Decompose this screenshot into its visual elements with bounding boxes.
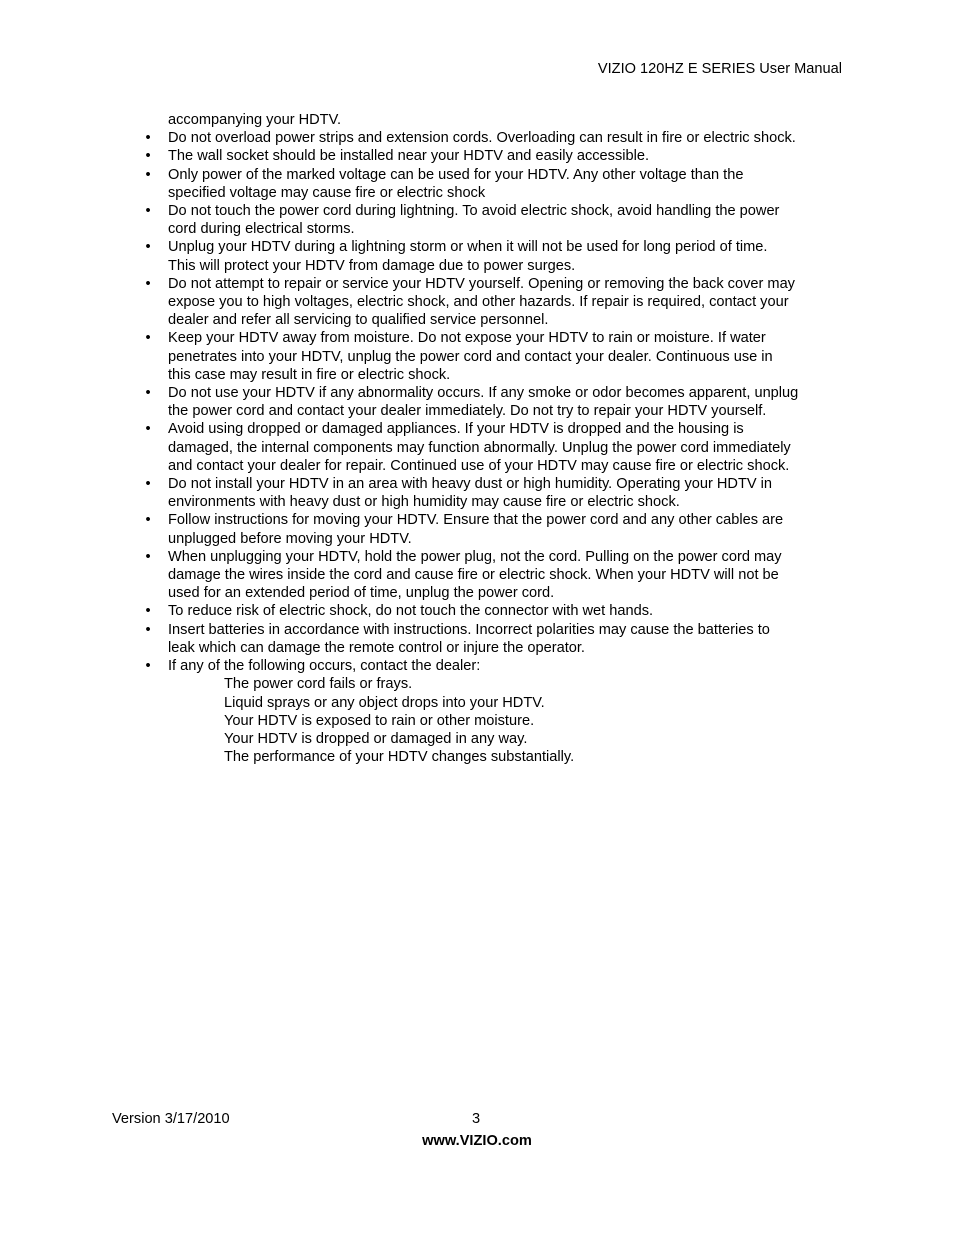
- list-item: [145, 329, 858, 384]
- list-item: [145, 657, 858, 766]
- list-item-line: penetrates into your HDTV, unplug the power cord and contact your dealer. Continuous use in: [168, 348, 773, 365]
- list-item-line: Only power of the marked voltage can be used for your HDTV. Any other voltage than the: [168, 166, 744, 183]
- bullet-dot-icon: •: [145, 658, 151, 675]
- bullet-dot-icon: •: [145, 130, 151, 147]
- bullet-dot-icon: •: [145, 621, 151, 638]
- list-item-line: This will protect your HDTV from damage due to power surges.: [168, 257, 576, 274]
- bullet-dot-icon: •: [145, 330, 151, 347]
- list-item-line: the power cord and contact your dealer immediately. Do not try to repair your HDTV yourself.: [168, 403, 767, 420]
- list-item-line: Do not touch the power cord during lightning. To avoid electric shock, avoid handling the power: [168, 203, 780, 220]
- list-item: [145, 384, 858, 420]
- list-item-line: cord during electrical storms.: [168, 221, 355, 238]
- safety-bullet-list: [145, 129, 858, 766]
- list-item-line: damaged, the internal components may function abnormally. Unplug the power cord immediately: [168, 439, 791, 456]
- continuation-text: accompanying your HDTV.: [168, 112, 342, 128]
- list-item-line: Insert batteries in accordance with instructions. Incorrect polarities may cause the batteries to: [168, 621, 770, 638]
- page-header-title: VIZIO 120HZ E SERIES User Manual: [597, 61, 842, 77]
- dealer-conditions-list: [168, 675, 858, 766]
- list-item-line: Do not install your HDTV in an area with heavy dust or high humidity. Operating your HDTV in: [168, 476, 773, 493]
- list-item-line: expose you to high voltages, electric shock, and other hazards. If repair is required, contact your: [168, 294, 789, 311]
- bullet-dot-icon: •: [145, 148, 151, 165]
- list-item-line: To reduce risk of electric shock, do not touch the connector with wet hands.: [168, 603, 654, 620]
- bullet-dot-icon: •: [145, 476, 151, 493]
- safety-instructions: [145, 111, 858, 766]
- list-item-line: Do not attempt to repair or service your HDTV yourself. Opening or removing the back cover may: [168, 275, 795, 292]
- list-item-line: Do not use your HDTV if any abnormality occurs. If any smoke or odor becomes apparent, unplug: [168, 385, 799, 402]
- list-item: [145, 202, 858, 238]
- list-item-line: When unplugging your HDTV, hold the power plug, not the cord. Pulling on the power cord may: [168, 548, 782, 565]
- list-item-line: Unplug your HDTV during a lightning storm or when it will not be used for long period of time.: [168, 239, 768, 256]
- list-item: [145, 238, 858, 274]
- list-item-line: and contact your dealer for repair. Continued use of your HDTV may cause fire or electric shock.: [168, 457, 790, 474]
- list-item-line: used for an extended period of time, unplug the power cord.: [168, 585, 555, 602]
- sub-list-item-text: The power cord fails or frays.: [224, 676, 413, 693]
- sub-list-item: [224, 712, 858, 730]
- list-item: [145, 147, 858, 165]
- list-item-line: Avoid using dropped or damaged appliances. If your HDTV is dropped and the housing is: [168, 421, 744, 438]
- list-item: [145, 166, 858, 202]
- footer-version: Version 3/17/2010: [112, 1111, 230, 1127]
- list-item-line: Follow instructions for moving your HDTV. Ensure that the power cord and any other cables are: [168, 512, 784, 529]
- list-item-line: specified voltage may cause fire or electric shock: [168, 184, 486, 201]
- list-item: [145, 129, 858, 147]
- list-item: [145, 420, 858, 475]
- list-item-line: Do not overload power strips and extension cords. Overloading can result in fire or electric shock.: [168, 130, 796, 147]
- list-item-line: If any of the following occurs, contact the dealer:: [168, 658, 481, 675]
- bullet-dot-icon: •: [145, 385, 151, 402]
- bullet-dot-icon: •: [145, 166, 151, 183]
- list-item: [145, 621, 858, 657]
- bullet-dot-icon: •: [145, 203, 151, 220]
- list-item-line: Keep your HDTV away from moisture. Do not expose your HDTV to rain or moisture. If water: [168, 330, 766, 347]
- sub-list-item: [224, 748, 858, 766]
- list-item: [145, 548, 858, 603]
- footer-url: www.VIZIO.com: [422, 1133, 532, 1149]
- sub-list-item: [224, 730, 858, 748]
- page-number: 3: [472, 1111, 481, 1127]
- bullet-dot-icon: •: [145, 603, 151, 620]
- list-item: [145, 475, 858, 511]
- bullet-dot-icon: •: [145, 239, 151, 256]
- sub-list-item-text: The performance of your HDTV changes substantially.: [224, 749, 575, 766]
- bullet-dot-icon: •: [145, 275, 151, 292]
- list-item: [145, 511, 858, 547]
- sub-list-item-text: Your HDTV is dropped or damaged in any way.: [224, 730, 528, 747]
- bullet-dot-icon: •: [145, 548, 151, 565]
- list-item-line: environments with heavy dust or high humidity may cause fire or electric shock.: [168, 494, 680, 511]
- sub-list-item: [224, 675, 858, 693]
- bullet-dot-icon: •: [145, 512, 151, 529]
- list-item-line: leak which can damage the remote control or injure the operator.: [168, 639, 585, 656]
- list-item-line: The wall socket should be installed near your HDTV and easily accessible.: [168, 148, 650, 165]
- bullet-dot-icon: •: [145, 421, 151, 438]
- list-item-line: this case may result in fire or electric shock.: [168, 366, 451, 383]
- list-item-line: damage the wires inside the cord and cause fire or electric shock. When your HDTV will not be: [168, 567, 779, 584]
- list-item-line: dealer and refer all servicing to qualified service personnel.: [168, 312, 549, 329]
- sub-list-item: [224, 694, 858, 712]
- sub-list-item-text: Liquid sprays or any object drops into your HDTV.: [224, 694, 545, 711]
- list-item-line: unplugged before moving your HDTV.: [168, 530, 412, 547]
- list-item: [145, 602, 858, 620]
- sub-list-item-text: Your HDTV is exposed to rain or other moisture.: [224, 712, 535, 729]
- list-item: [145, 275, 858, 330]
